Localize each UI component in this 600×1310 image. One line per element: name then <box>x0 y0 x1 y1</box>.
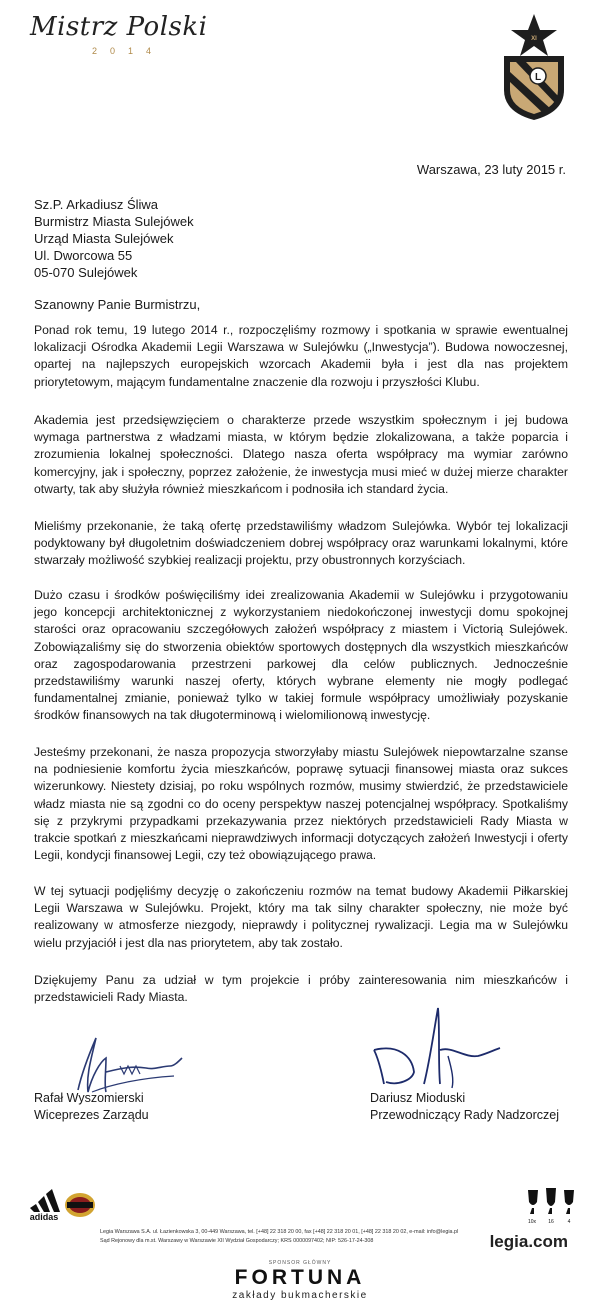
letter-date: Warszawa, 23 luty 2015 r. <box>416 162 566 177</box>
recipient-line: 05-070 Sulejówek <box>34 265 138 280</box>
body-paragraph-1: Ponad rok temu, 19 lutego 2014 r., rozpoczęliśmy rozmowy i spotkania w sprawie ewentualnej lokalizacji Ośrodka Akademii Legii Warszawa w Sulejówku („Inwestycja”). Budowa nowoczesnej, opartej na najlepszych europejskich wzorcach Akademii była i jest dla nas projektem priorytetowym, mającym fundamentalne znaczenie dla rozwoju i przyszłości Klubu. <box>34 323 568 389</box>
body-paragraph-4: Dużo czasu i środków poświęciliśmy idei zrealizowania Akademii w Sulejówku i przygotowaniu jego koncepcji architektonicznej z wykorzystaniem niedokończonej inwestycji domu spokojnej starości oraz opracowaniu szczegółowych założeń współpracy z miastem i Victorią Sulejówek. Zobowiązaliśmy się do stworzenia obiektów sportowych dostępnych dla wszystkich mieszkańców oraz zagospodarowania przestrzeni parkowej dla celów publicznych. Jednocześnie przedstawiliśmy warunki naszej oferty, których wybrane elementy nie mogły podlegać fundamentalnej zmianie, ponieważ tylko w takiej formule współpracy umożliwiały pozyskanie środków finansowych na tak długoterminową i wielomilionową inwestycję. <box>34 588 568 723</box>
sponsor-tagline: zakłady bukmacherskie <box>232 1290 368 1301</box>
salutation: Szanowny Panie Burmistrzu, <box>34 297 201 312</box>
body-paragraph-5: Jesteśmy przekonani, że nasza propozycja stworzyłaby miastu Sulejówek niepowtarzalne szanse na podniesienie komfortu życia mieszkańców, poprawę sytuacji finansowej miasta oraz sukces wizerunkowy. Niestety dzisiaj, po roku wspólnych rozmów, musimy stwierdzić, że przedstawiciele władz miasta nie są zgodni co do oceny perspektyw naszej potencjalnej współpracy. Spotkaliśmy się z przykrymi przypadkami przekazywania przez niektórych przedstawicieli Rady Miasta w trakcie spotkań z mieszkańcami nieprawdziwych informacji dotyczących założeń Inwestycji i oferty Legii, kondycji finansowej Legii, czy też obowiązującego prawa. <box>34 745 568 863</box>
sponsor-caption: SPONSOR GŁÓWNY <box>268 1260 332 1266</box>
signatory-role: Przewodniczący Rady Nadzorczej <box>370 1108 559 1122</box>
footer-company-info <box>100 1228 458 1246</box>
svg-text:XI: XI <box>531 36 537 42</box>
signature-right-handwritten <box>368 1000 508 1090</box>
sponsor-logo-fortuna: FORTUNA <box>234 1266 366 1289</box>
footer-website-link[interactable]: legia.com <box>489 1232 568 1251</box>
body-paragraph-7: Dziękujemy Panu za udział w tym projekcie i próby zainteresowania nim mieszkańców i przedstawicieli Rady Miasta. <box>34 973 568 1005</box>
beer-brand-logo <box>64 1190 96 1220</box>
trophy-label: 16 <box>548 1219 554 1225</box>
signatory-left <box>34 1090 149 1124</box>
trophy-label: 10x <box>527 1219 537 1225</box>
signatory-role: Wiceprezes Zarządu <box>34 1108 149 1122</box>
recipient-line: Sz.P. Arkadiusz Śliwa <box>34 197 159 212</box>
svg-text:L: L <box>534 72 542 83</box>
signatory-right <box>370 1090 559 1124</box>
crest-star <box>511 14 557 56</box>
body-paragraph-2: Akademia jest przedsięwzięciem o charakterze przede wszystkim społecznym i jej budowa wymaga partnerstwa z władzami miasta, w którym będzie zlokalizowana, a także poparcia i zrozumienia lokalnej społeczności. Dlatego nasza oferta współpracy ma wymiar zarówno komercyjny, jak i społeczny, poprzez założenie, że inwestycja musi mieć w dużej mierze charakter otwarty, tak aby służyła również mieszkańcom i podnosiła ich standard życia. <box>34 413 568 496</box>
adidas-wordmark: adidas <box>29 1212 59 1222</box>
recipient-line: Urząd Miasta Sulejówek <box>34 231 174 246</box>
adidas-logo <box>24 1188 64 1222</box>
legia-crest-logo <box>498 12 570 122</box>
header-script-title: Mistrz Polski <box>30 12 208 42</box>
header-year: 2014 <box>92 46 165 56</box>
recipient-line: Burmistrz Miasta Sulejówek <box>34 214 194 229</box>
footer-registry-line: Sąd Rejonowy dla m.st. Warszawy w Warszawie XII Wydział Gospodarczy; KRS 0000097402; NIP: 526-17-24-308 <box>100 1238 374 1244</box>
signatory-name: Dariusz Mioduski <box>370 1091 466 1105</box>
footer-address-line: Legia Warszawa S.A. ul. Łazienkowska 3, 00-449 Warszawa, tel. [+48] 22 318 20 00, fax [+48] 22 318 20 01, [+48] 22 318 20 02, e-mail: info@legia.pl <box>100 1229 459 1235</box>
trophy-label: 4 <box>567 1219 571 1225</box>
recipient-line: Ul. Dworcowa 55 <box>34 248 133 263</box>
body-paragraph-3: Mieliśmy przekonanie, że taką ofertę przedstawiliśmy władzom Sulejówka. Wybór tej lokalizacji podyktowany był długoletnim doświadczeniem dobrej współpracy oraz warunkami lokalnymi, które stwarzały możliwość szybkiej realizacji projektu, przy obustronnych korzyściach. <box>34 519 568 568</box>
body-paragraph-6: W tej sytuacji podjęliśmy decyzję o zakończeniu rozmów na temat budowy Akademii Piłkarskiej Legii Warszawa w Sulejówku. Projekt, który ma tak silny charakter społeczny, nie może być realizowany w atmosferze niezgody, nieprawdy i politycznej rywalizacji. Legia ma w Sulejówku wielu przyjaciół i jest dla nas priorytetem, aby tak zostało. <box>34 884 568 950</box>
signatory-name: Rafał Wyszomierski <box>34 1091 144 1105</box>
recipient-address <box>34 196 194 281</box>
trophies-icon <box>520 1186 580 1226</box>
